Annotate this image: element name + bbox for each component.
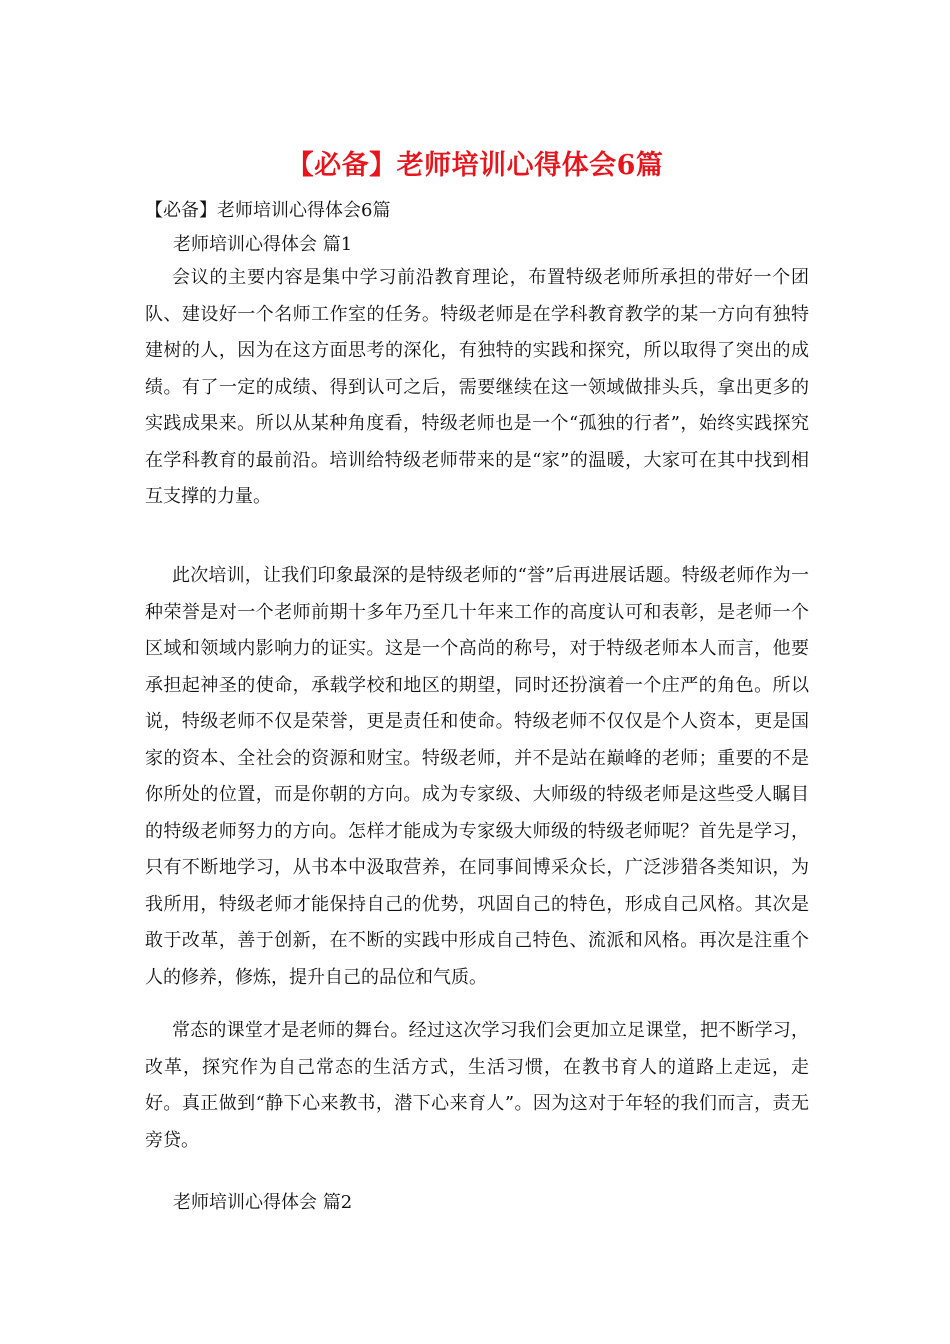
document-title: 【必备】老师培训心得体会6篇 xyxy=(286,150,664,181)
section-heading-1: 老师培训心得体会 篇1 xyxy=(173,234,353,255)
document-subtitle: 【必备】老师培训心得体会6篇 xyxy=(145,200,391,221)
paragraph: 此次培训，让我们印象最深的是特级老师的“誉”后再进展话题。特级老师作为一种荣誉是对一个老师前期十多年乃至几十年来工作的高度认可和表彰，是老师一个区域和领域内影响力的证实。这是一个高尚的称号，对于特级老师本人而言，他要承担起神圣的使命，承载学校和地区的期望，同时还扮演着一个庄严的角色。所以说，特级老师不仅是荣誉，更是责任和使命。特级老师不仅仅是个人资本，更是国家的资本、全社会的资源和财宝。特级老师，并不是站在巅峰的老师；重要的不是你所处的位置，而是你朝的方向。成为专家级、大师级的特级老师是这些受人瞩目的特级老师努力的方向。怎样才能成为专家级大师级的特级老师呢？首先是学习，只有不断地学习，从书本中汲取营养，在同事间博采众长，广泛涉猎各类知识，为我所用，特级老师才能保持自己的优势，巩固自己的特色，形成自己风格。其次是敢于改革，善于创新，在不断的实践中形成自己特色、流派和风格。再次是注重个人的修养，修炼，提升自己的品位和气质。 xyxy=(145,565,809,988)
paragraph: 常态的课堂才是老师的舞台。经过这次学习我们会更加立足课堂，把不断学习，改革，探究作为自己常态的生活方式，生活习惯，在教书育人的道路上走远，走好。真正做到“静下心来教书，潜下心来育人”。因为这对于年轻的我们而言，责无旁贷。 xyxy=(145,1020,809,1151)
paragraph: 会议的主要内容是集中学习前沿教育理论，布置特级老师所承担的带好一个团队、建设好一个名师工作室的任务。特级老师是在学科教育教学的某一方向有独特建树的人，因为在这方面思考的深化，有独特的实践和探究，所以取得了突出的成绩。有了一定的成绩、得到认可之后，需要继续在这一领域做排头兵，拿出更多的实践成果来。所以从某种角度看，特级老师也是一个“孤独的行者”，始终实践探究在学科教育的最前沿。培训给特级老师带来的是“家”的温暖，大家可在其中找到相互支撑的力量。 xyxy=(145,267,809,507)
section-heading-2: 老师培训心得体会 篇2 xyxy=(173,1192,353,1213)
